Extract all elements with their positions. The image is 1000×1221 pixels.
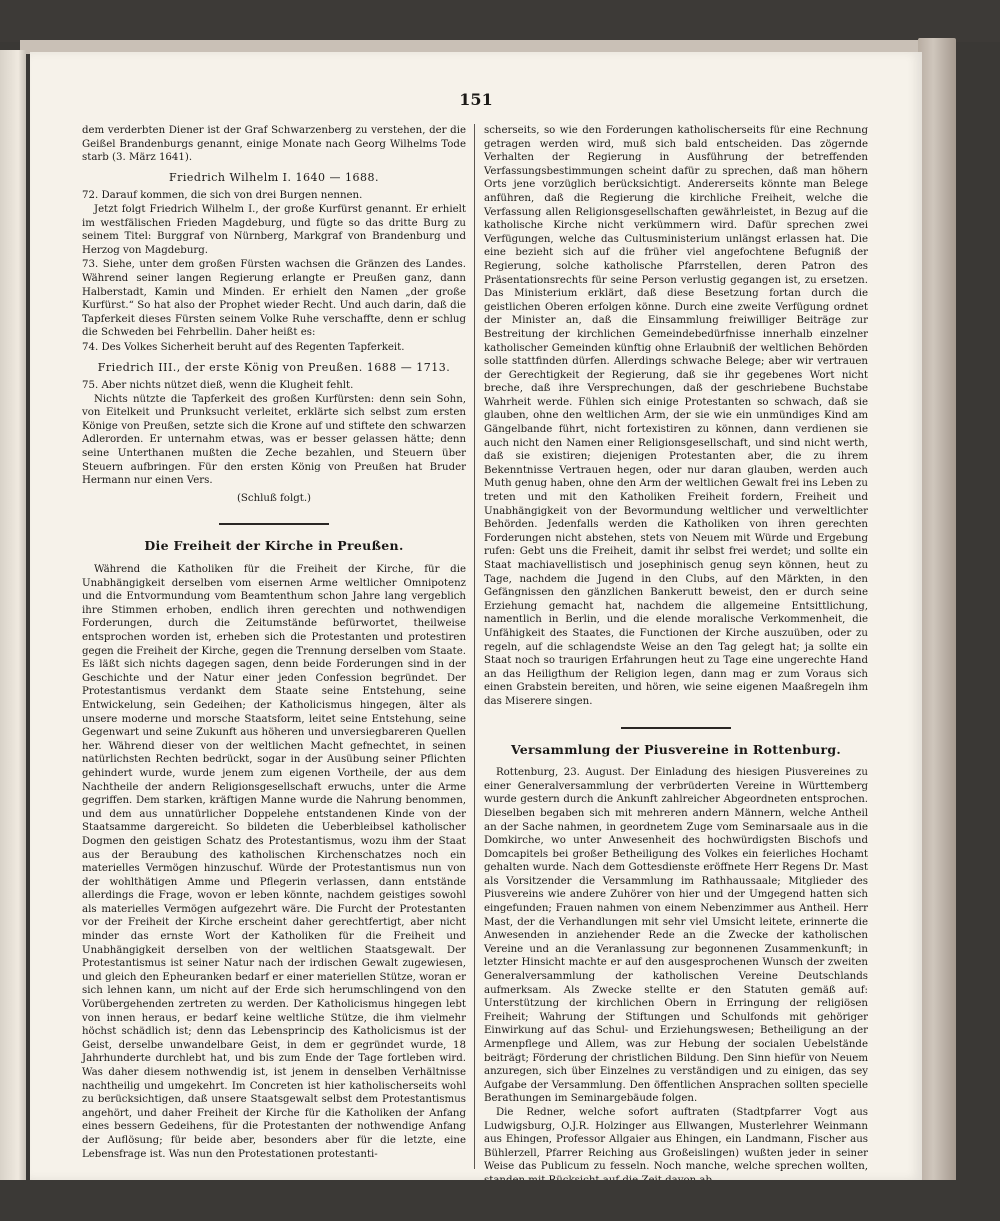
- paragraph-74: 74. Des Volkes Sicherheit beruht auf des Regenten Tapferkeit.: [82, 341, 405, 353]
- article-body-piusvereine: Rottenburg, 23. August. Der Einladung des hiesigen Piusvereines zu einer Generalversammlung der verbrüderten Vereine in Württemberg wurde gestern durch die Ankunft zahlreicher Abgeordneten entsprochen. Dieselben begaben sich mit mehreren andern Männern, welche Antheil an der Sache nahmen, in geordnetem Zuge vom Seminarsaale aus in die Domkirche, wo unter Anwesenheit des hochwürdigsten Bischofs und Domcapitels bei großer Betheiligung des Volkes ein feierliches Hochamt gehalten wurde. Nach dem Gottesdienste eröffnete Herr Regens Dr. Mast als Vorsitzender die Versammlung im Rathhaussaale; Mitglieder des Piusvereins wie andere Zuhörer von hier und der Umgegend hatten sich eingefunden; Frauen nahmen von einem Nebenzimmer aus Antheil. Herr Mast, der die Verhandlungen mit sehr viel Umsicht leitete, erinnerte die Anwesenden in anziehender Rede an die Zwecke der katholischen Vereine und an die Veranlassung zur begonnenen Zusammenkunft; in letzter Hinsicht machte er auf den ausgesprochenen Wunsch der zweiten Generalversammlung der katholischen Vereine Deutschlands aufmerksam. Als Zwecke stellte er den Statuten gemäß auf: Unterstützung der kirchlichen Obern in Erringung der religiösen Freiheit; Wahrung der Stiftungen und Schulfonds mit gehöriger Einwirkung auf das Schul- und Erziehungswesen; Betheiligung an der Armenpflege und Allem, was zur Hebung der socialen Uebelstände beiträgt; Förderung der christlichen Bildung. Den Sinn hiefür von Neuem anzuregen, sich über Einzelnes zu verständigen und zu einigen, das sey Aufgabe der Versammlung. Den öffentlichen Ansprachen sollten specielle Berathungen im Seminargebäude folgen.: [484, 767, 868, 1105]
- right-column: [484, 124, 868, 1188]
- article-continuation: scherseits, so wie den Forderungen katholischerseits für eine Rechnung getragen werden wird, muß sich bald entscheiden. Das zögernde Verhalten der Regierung in Ausführung der betreffenden Verfassungsbestimmungen scheint dafür zu sprechen, daß man höhern Orts jene vorzüglich berücksichtigt. Andererseits könnte man Belege anführen, daß die Regierung die kirchliche Freiheit, welche die Verfassung allen Religionsgesellschaften gewährleistet, in Bezug auf die katholische Kirche nicht verkümmern wird. Dafür sprechen zwei Verfügungen, welche das Cultusministerium unlängst erlassen hat. Die eine bezieht sich auf die früher viel angefochtene Befugniß der Regierung, solche katholische Pfarrstellen, deren Patron des Präsentationsrechts für seine Person verlustig gegangen ist, zu ersetzen. Das Ministerium erklärt, daß diese Besetzung fortan durch die geistlichen Oberen erfolgen könne. Durch eine zweite Verfügung ordnet der Minister an, daß die Einsammlung freiwilliger Beiträge zur Bestreitung der kirchlichen Gemeindebedürfnisse innerhalb einzelner katholischer Gemeinden künftig ohne Erlaubniß der weltlichen Behörden solle stattfinden dürfen. Allerdings schwache Belege; aber wir vertrauen der Gerechtigkeit der Regierung, daß sie ihr gegebenes Wort nicht breche, daß ihre Versprechungen, daß der geschriebene Buchstabe Wahrheit werde. Fühlen sich einige Protestanten so schwach, daß sie glauben, ohne den weltlichen Arm, der sie wie ein unmündiges Kind am Gängelbande führt, nicht fortexistiren zu können, dann verdienen sie auch nicht den Namen einer Religionsgesellschaft, und sind nicht werth, daß sie existiren; diejenigen Protestanten aber, die zu ihrem Bekenntnisse Vertrauen hegen, oder nur daran glauben, werden auch Muth genug haben, ohne den Arm der weltlichen Gewalt frei ins Leben zu treten und mit den Katholiken Freiheit fordern, Freiheit und Unabhängigkeit von der Bevormundung weltlicher und verweltlichter Behörden. Jedenfalls werden die Katholiken von ihren gerechten Forderungen nicht abstehen, stets von Neuem mit Würde und Ergebung rufen: Gebt uns die Freiheit, damit ihr selbst frei werdet; und sollte ein Staat machiavellistisch und josephinisch genug seyn können, heut zu Tage, nachdem die Jugend in den Clubs, auf den Märkten, in den Gefängnissen den gänzlichen Bankerutt beweist, den er durch seine Erziehung gemacht hat, nachdem die allgemeine Entsittlichung, namentlich in Berlin, und die elende moralische Verkommenheit, die Unfähigkeit des Staates, die Functionen der Kirche auszuüben, oder zu regeln, auf die schlagendste Weise an den Tag gelegt hat; ja sollte ein Staat noch so traurigen Erfahrungen heut zu Tage eine ungerechte Hand an das Heiligthum der Religion legen, dann mag er zum Voraus sich einen Grabstein bereiten, und hören, wie seine eigenen Maaßregeln ihm das Miserere singen.: [484, 125, 868, 707]
- newspaper-page: [30, 52, 922, 1180]
- article-title-freiheit: Die Freiheit der Kirche in Preußen.: [144, 538, 404, 554]
- book-board-top: [0, 0, 1000, 42]
- paragraph-72-commentary: Jetzt folgt Friedrich Wilhelm I., der große Kurfürst genannt. Er erhielt im westfälischen Frieden Magdeburg, und fügte so das dritte Burg zu seinem Titel: Burggraf von Nürnberg, Markgraf von Brandenburg und Herzog von Magdeburg.: [82, 203, 466, 256]
- page-number: 151: [459, 90, 493, 109]
- article-body-redner: Die Redner, welche sofort auftraten (Stadtpfarrer Vogt aus Ludwigsburg, O.J.R. Holzinger aus Ellwangen, Musterlehrer Weinmann aus Ehingen, Professor Allgaier aus Ehingen, ein Landmann, Fischer aus Bühlerzell, Pfarrer Reiching aus Großeislingen) wußten jeder in seiner Weise das Publicum zu fesseln. Noch manche, welche sprechen wollten,: [484, 1106, 868, 1173]
- book-board-bottom: [0, 1180, 960, 1221]
- heading-friedrich-wilhelm: Friedrich Wilhelm I. 1640 — 1688.: [169, 170, 379, 184]
- left-column: [82, 124, 466, 1161]
- paragraph-73: 73. Siehe, unter dem großen Fürsten wachsen die Gränzen des Landes. Während seiner langen Regierung erlangte er Preußen ganz, dann Halberstadt, Kamin und Minden. Er erhielt den Namen „der große Kurfürst.“ So hat also der Prophet wieder Recht. Und auch darin, daß die Tapferkeit dieses Fürsten seinem Volke Ruhe verschaffte, denn er schlug die Schweden bei Fehrbellin. Daher heißt es:: [82, 259, 466, 339]
- heading-friedrich-iii: Friedrich III., der erste König von Preußen. 1688 — 1713.: [97, 360, 451, 374]
- book-cover-right: [918, 38, 956, 1188]
- intro-text: dem verderbten Diener ist der Graf Schwarzenberg zu verstehen, der die Geißel Brandenburgs genannt, einige Monate nach Georg Wilhelms Tode starb (3. März 1641).: [82, 125, 466, 164]
- column-divider: [474, 124, 475, 1169]
- left-page-edge: [0, 50, 26, 1190]
- article-body-freiheit: Während die Katholiken für die Freiheit der Kirche, für die Unabhängigkeit derselben vom eisernen Arme weltlicher Omnipotenz und die Entvormundung vom Beamtenthum schon Jahre lang vergeblich ihre Stimmen erhoben, endlich ihren gerechten und nothwendigen Forderungen, durch die Zeitumstände befürwortet, theilweise entsprochen worden ist, erheben sich die Protestanten und protestiren gegen die Freiheit der Kirche, gegen die Trennung derselben vom Staate. Es läßt sich nichts dagegen sagen, denn beide Forderungen sind in der Geschichte und der Natur einer jeden Confession begründet. Der Protestantismus verdankt dem Staate seine Entstehung, seine Entwickelung, sein Gedeihen; der Katholicismus hingegen, älter als unsere moderne und morsche Staatsform, leitet seine Entstehung, seine Gegenwart und seine Zukunft aus höheren und unversiegbareren Quellen her. Während dieser von der weltlichen Macht gefnechtet, in seinen natürlichsten Rechten bedrückt, sogar in der Ausübung seiner Pflichten gehindert wurde, wurde jenem zum eigenen Vortheile, der aus dem Nachtheile der andern Religionsgesellschaft erwuchs, unter die Arme gegriffen. Dem starken, kräftigen Manne wurde die Nahrung benommen, und dem aus unnatürlicher Doppelehe entstandenen Kinde von der Staatsamme dargereicht. So bildeten die Ueberbleibsel katholischer Dogmen den geistigen Schatz des Protestantismus, wozu ihm der Staat aus der Beraubung des katholischen Kirchenschatzes noch ein materielles Vermögen hinzuschuf. Würde der Protestantismus nun von der wohlthätigen Amme und Pflegerin verlassen, dann entstände allerdings die Frage, wovon er leben könnte, nachdem geistiges sowohl als materielles Vermögen aufgezehrt wäre. Die Furcht der Protestanten vor der Freiheit der Kirche erscheint daher gerechtfertigt, aber nicht minder das ernste Wort der Katholiken für die Freiheit und Unabhängigkeit derselben von der weltlichen Staatsgewalt. Der Protestantismus ist seiner Natur nach der irdischen Gewalt zugewiesen, und gleich den Epheuranken bedarf er einer materiellen Stütze, woran er sich lehnen kann, um nicht auf der Erde sich herumschlingend von den Vorübergehenden zertreten zu werden. Der Katholicismus hingegen lebt von innen heraus, er bedarf keine weltliche Stütze, die ihm vielmehr höchst schädlich ist; denn das Lebensprincip des Katholicismus ist der Geist, derselbe unwandelbare Geist, in dem er gegründet wurde, 18 Jahrhunderte durchlebt hat, und bis zum Ende der Tage fortleben wird. Was daher diesem nothwendig ist, ist jenem in denselben Verhältnisse nachtheilig und umgekehrt. Im Concreten ist hier katholischerseits wohl zu berücksichtigen, daß unsere Staatsgewalt selbst dem Protestantismus angehört, und daher Freiheit der Kirche für die Katholiken der Anfang eines bessern Gedeihens, für die Protestanten der nothwendige Anfang der Auflösung; für beide aber, besonders aber für die letzte, eine Lebensfrage ist. Was nun den Protestationen protestanti-: [82, 564, 466, 1160]
- continued-note: (Schluß folgt.): [236, 492, 312, 504]
- paragraph-75-commentary: Nichts nützte die Tapferkeit des großen Kurfürsten: denn sein Sohn, von Eitelkeit und Prunksucht verleitet, erklärte sich selbst zum ersten Könige von Preußen, setzte sich die Krone auf und stiftete den schwarzen Adlerorden. Er unternahm etwas, was er besser gelassen hätte; denn seine Unterthanen mußten die Zeche bezahlen, und Steuern über Steuern aufbringen. Für den ersten König von Preußen hat Bruder Hermann nur einen Vers.: [82, 393, 466, 487]
- paragraph-72: 72. Darauf kommen, die sich von drei Burgen nennen.: [82, 190, 363, 202]
- article-title-piusvereine: Versammlung der Piusvereine in Rottenburg.: [510, 741, 842, 757]
- section-divider-right: [621, 727, 731, 729]
- section-divider: [219, 523, 329, 525]
- paragraph-75: 75. Aber nichts nützet dieß, wenn die Klugheit fehlt.: [82, 380, 354, 392]
